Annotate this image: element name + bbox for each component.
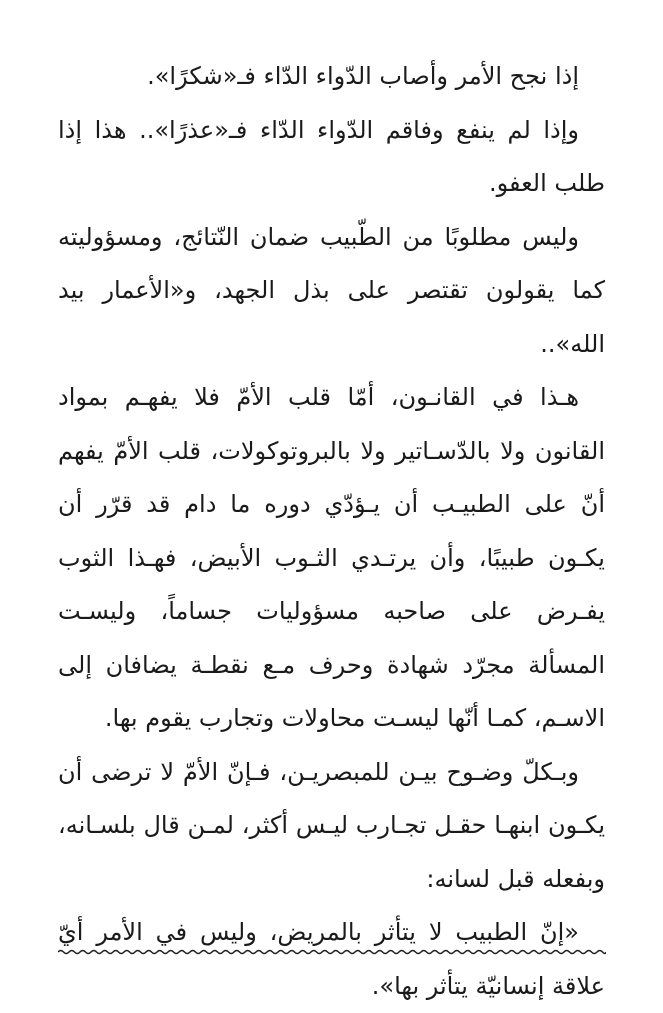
paragraph-5: وبـكلّ وضـوح بيـن للمبصريـن، فـإنّ الأمّ لا ترضى أن يكـون ابنهـا حقـل تجـارب ليـس أكثر، لمـن قال بلسـانه، وبفعله قبل لسانه: [58, 757, 605, 893]
paragraph-3: وليس مطلوبًا من الطّبيب ضمان النّتائج، ومسؤوليته كما يقولون تقتصر على بذل الجهد، و«الأعمار بيد الله».. [58, 222, 605, 358]
paragraph-1: إذا نجح الأمر وأصاب الدّواء الدّاء فـ«شكرًا». [147, 62, 579, 90]
paragraph-4: هـذا في القانـون، أمّا قلب الأمّ فلا يفهـم بمواد القانون ولا بالدّسـاتير ولا بالبروتوكولات، قلب الأمّ يفهم أنّ على الطبيـب أن يـؤدّي دوره ما دام قد قرّر أن يكـون طبيبًا، وأن يرتـدي الثـوب الأبيض، فهـذا الثوب يفـرض على صاحبه مسؤوليات جساماً، وليسـت المسألة مجرّد شهادة وحرف مـع نقطـة يضافان إلى الاسـم، كمـا أنّها ليسـت محاولات وتجارب يقوم بها. [58, 383, 605, 732]
paragraph-2: وإذا لم ينفع وفاقم الدّواء الدّاء فـ«عذرًا».. هذا إذا طلب العفو. [58, 115, 605, 197]
wavy-divider [58, 944, 606, 960]
paragraph-6: «إنّ الطبيب لا يتأثر بالمريض، وليس في الأمر أيّ علاقة إنسانيّة يتأثر بها». [58, 918, 605, 1000]
body-text [58, 50, 605, 1013]
